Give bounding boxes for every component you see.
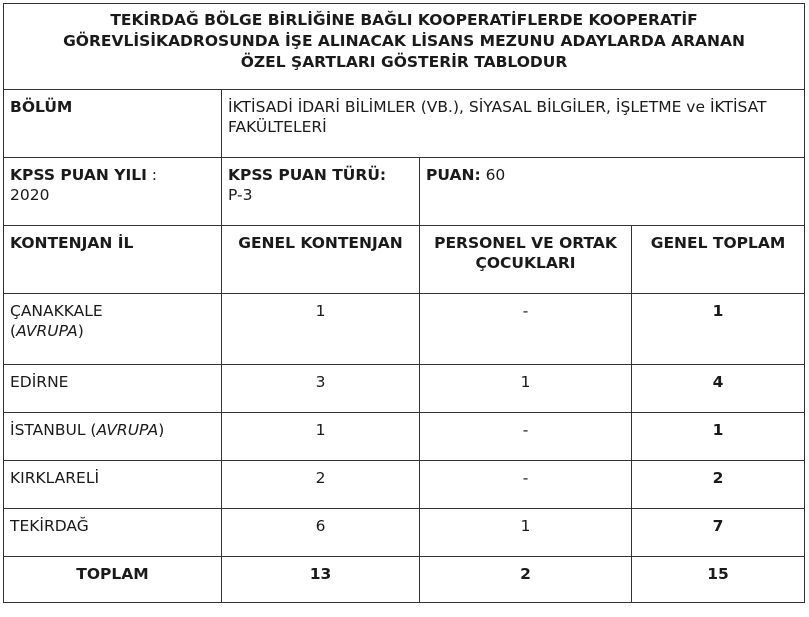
il-name: ÇANAKKALE (10, 302, 103, 320)
header-personel: PERSONEL VE ORTAK ÇOCUKLARI (420, 226, 632, 294)
il-sub: AVRUPA (16, 322, 78, 340)
kpss-year-value: 2020 (10, 186, 50, 204)
title-line-1: TEKİRDAĞ BÖLGE BİRLİĞİNE BAĞLI KOOPERATİFLERDE KOOPERATİF (110, 11, 698, 29)
table-row (4, 509, 805, 557)
row-genel: 1 (222, 413, 420, 461)
title-line-2: GÖREVLİSİKADROSUNDA İŞE ALINACAK LİSANS MEZUNU ADAYLARDA ARANAN (63, 32, 745, 50)
header-toplam: GENEL TOPLAM (632, 226, 805, 294)
table-row (4, 294, 805, 365)
header-genel: GENEL KONTENJAN (222, 226, 420, 294)
totals-personel: 2 (420, 557, 632, 603)
row-il: EDİRNE (4, 365, 222, 413)
il-name: İSTANBUL (10, 421, 86, 439)
row-toplam: 1 (632, 294, 805, 365)
kpss-year-label: KPSS PUAN YILI (10, 166, 147, 184)
header-il: KONTENJAN İL (4, 226, 222, 294)
table-row (4, 365, 805, 413)
row-personel: 1 (420, 509, 632, 557)
row-toplam: 1 (632, 413, 805, 461)
kpss-year-cell (4, 158, 222, 226)
row-toplam: 4 (632, 365, 805, 413)
totals-row (4, 557, 805, 603)
row-personel: 1 (420, 365, 632, 413)
kpss-score-cell (420, 158, 805, 226)
il-sub: AVRUPA (96, 421, 159, 439)
row-genel: 3 (222, 365, 420, 413)
row-toplam: 2 (632, 461, 805, 509)
title-line-3: ÖZEL ŞARTLARI GÖSTERİR TABLODUR (240, 53, 568, 71)
row-il: KIRKLARELİ (4, 461, 222, 509)
totals-genel: 13 (222, 557, 420, 603)
row-personel: - (420, 294, 632, 365)
quota-table (3, 3, 805, 603)
row-il: İSTANBUL (AVRUPA) (4, 413, 222, 461)
table-title (4, 4, 805, 90)
totals-label: TOPLAM (4, 557, 222, 603)
kpss-score-label: PUAN: (426, 166, 481, 184)
row-toplam: 7 (632, 509, 805, 557)
row-personel: - (420, 413, 632, 461)
row-genel: 1 (222, 294, 420, 365)
row-genel: 2 (222, 461, 420, 509)
bolum-label: BÖLÜM (4, 90, 222, 158)
bolum-value: İKTİSADİ İDARİ BİLİMLER (VB.), SİYASAL BİLGİLER, İŞLETME ve İKTİSAT FAKÜLTELERİ (222, 90, 805, 158)
row-personel: - (420, 461, 632, 509)
kpss-type-value: P-3 (228, 186, 253, 204)
row-genel: 6 (222, 509, 420, 557)
row-il: TEKİRDAĞ (4, 509, 222, 557)
kpss-type-cell (222, 158, 420, 226)
kpss-score-value: 60 (480, 166, 506, 184)
row-il: ÇANAKKALE (AVRUPA) (4, 294, 222, 365)
kpss-year-sep: : (146, 166, 158, 184)
table-row (4, 413, 805, 461)
kpss-type-label: KPSS PUAN TÜRÜ: (228, 166, 387, 184)
totals-toplam: 15 (632, 557, 805, 603)
table-row (4, 461, 805, 509)
